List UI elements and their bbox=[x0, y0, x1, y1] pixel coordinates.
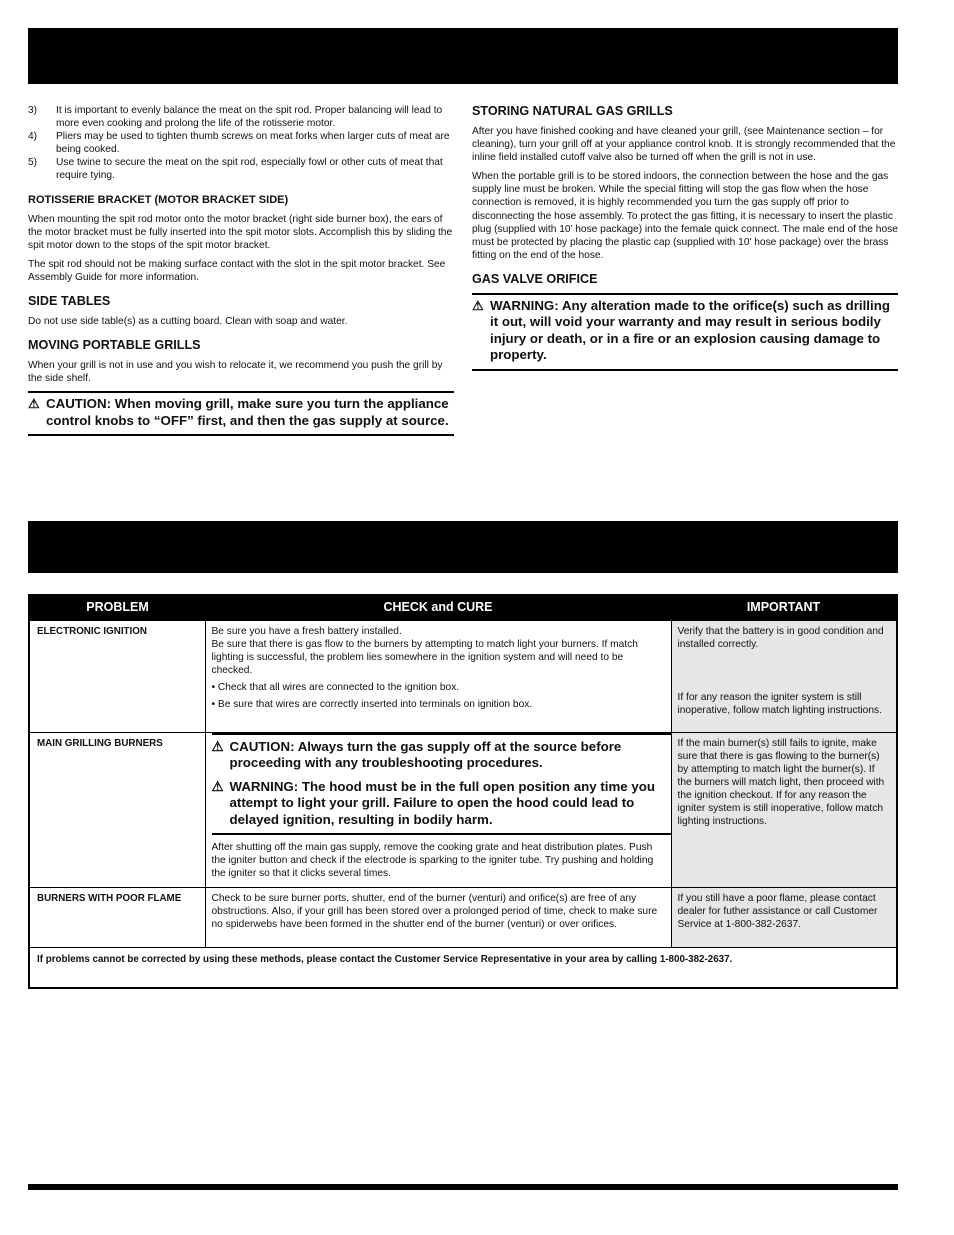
list-number: 3) bbox=[28, 105, 38, 116]
cure-bullet: • Check that all wires are connected to the ignition box. bbox=[211, 681, 460, 693]
problem-cell: ELECTRONIC IGNITION bbox=[29, 620, 205, 732]
problem-cell: MAIN GRILLING BURNERS bbox=[29, 732, 205, 888]
table-row bbox=[29, 732, 897, 888]
rotisserie-steps-list bbox=[28, 104, 454, 183]
important-cell bbox=[671, 620, 897, 732]
warning-item bbox=[212, 779, 671, 829]
moving-caution-callout bbox=[28, 391, 454, 436]
warning-text: WARNING: Any alteration made to the orifice(s) such as drilling it out, will void your warranty and may result in serious bodily injury or death, or in a fire or an explosion causing damage to property. bbox=[490, 297, 890, 363]
burner-safety-callout bbox=[212, 733, 671, 836]
header-check-cure: CHECK and CURE bbox=[205, 595, 671, 620]
troubleshooting-table bbox=[28, 594, 898, 989]
list-item bbox=[28, 130, 454, 156]
list-text: Use twine to secure the meat on the spit rod, especially fowl or other cuts of meat that require tying. bbox=[56, 157, 443, 182]
important-cell: If the main burner(s) still fails to ignite, make sure that there is gas flowing to the burner(s) by attempting to match light the burner(s). If the burners will match light, then proceed with the ignition checkout. If for any reason the igniter system is still inoperative, follow match lighting instructions. bbox=[671, 732, 897, 888]
list-text: It is important to evenly balance the meat on the spit rod. Proper balancing will lead to more even cooking and prolong the life of the rotisserie motor. bbox=[56, 105, 443, 130]
storing-paragraph-2: When the portable grill is to be stored indoors, the connection between the hose and the gas supply line must be broken. While the special fitting will stop the gas flow when the hose connection is removed, it is highly recommended you turn the gas supply off prior to disconnecting the hose assembly. To protect the gas fitting, it is necessary to insert the plastic plug (supplied with 10’ hose package) into the female quick connect. The male end of the hose must be protected by placing the plastic cap (supplied with 10' hose package) over the brass fitting on the end of the hose. bbox=[472, 171, 898, 261]
troubleshooting-header-bar bbox=[28, 521, 898, 573]
list-number: 5) bbox=[28, 157, 38, 169]
caution-item bbox=[212, 739, 671, 772]
cure-text: Be sure you have a fresh battery installed. Be sure that there is gas flow to the burners by attempting to match light your burners. If match lighting is successful, the problem lies somewhere in the ignition system and will need to be checked. bbox=[211, 625, 638, 676]
list-text: Pliers may be used to tighten thumb screws on meat forks when larger cuts of meat are being cooked. bbox=[56, 131, 450, 156]
right-column bbox=[472, 104, 898, 371]
storing-paragraph-1: After you have finished cooking and have cleaned your grill, (see Maintenance section – for cleaning), turn your grill off at your appliance control knob. It is strongly recommended that the inline field installed cutoff valve also be turned off when the grill is not in use. bbox=[472, 126, 896, 164]
table-row bbox=[29, 888, 897, 948]
warning-triangle-icon: ⚠ bbox=[211, 778, 224, 794]
rotisserie-paragraph-1: When mounting the spit rod motor onto the motor bracket (right side burner box), the ears of the motor bracket must be fully inserted into the spit motor slots. Accomplish this by sliding the spit motor down to the stops of the spit motor bracket. bbox=[28, 213, 453, 251]
cure-cell bbox=[205, 732, 671, 888]
rotisserie-paragraph-2: The spit rod should not be making surface contact with the slot in the spit motor bracket. See Assembly Guide for more information. bbox=[28, 258, 446, 283]
moving-grills-paragraph: When your grill is not in use and you wish to relocate it, we recommend you push the grill by the side shelf. bbox=[28, 360, 443, 385]
cure-cell: Check to be sure burner ports, shutter, end of the burner (venturi) and orifice(s) are free of any obstructions. Also, if your grill has been stored over a prolonged period of time, check to make sure no spiderwebs have been formed in the shutter end of the burner (venturi) or over orifices. bbox=[205, 888, 671, 948]
caution-text: CAUTION: Always turn the gas supply off at the source before proceeding with any troubleshooting procedures. bbox=[229, 738, 622, 770]
list-item bbox=[28, 156, 454, 182]
warning-triangle-icon: ⚠ bbox=[472, 297, 484, 313]
header-problem: PROBLEM bbox=[29, 595, 205, 620]
important-cell: If you still have a poor flame, please contact dealer for futher assistance or call Customer Service at 1-800-382-2637. bbox=[671, 888, 897, 948]
table-footer-row bbox=[29, 948, 897, 988]
important-text: Verify that the battery is in good condition and installed correctly. bbox=[677, 625, 884, 650]
problem-cell: BURNERS WITH POOR FLAME bbox=[29, 888, 205, 948]
side-tables-heading: SIDE TABLES bbox=[28, 294, 111, 309]
table-row bbox=[29, 620, 897, 732]
storing-heading: STORING NATURAL GAS GRILLS bbox=[472, 104, 673, 118]
warning-triangle-icon: ⚠ bbox=[211, 738, 224, 754]
warning-text: WARNING: The hood must be in the full open position any time you attempt to light your grill. Failure to open the hood could lead to delayed ignition, resulting in bodily harm. bbox=[229, 778, 655, 827]
list-item bbox=[28, 104, 454, 130]
warning-triangle-icon: ⚠ bbox=[28, 396, 40, 412]
cure-text: After shutting off the main gas supply, remove the cooking grate and heat distribution plates. Push the igniter button and check if the electrode is sparking to the igniter tube. Try pushing and holding the igniter so that it clicks several times. bbox=[211, 842, 654, 879]
header-important: IMPORTANT bbox=[671, 595, 897, 620]
footer-note: If problems cannot be corrected by using these methods, please contact the Customer Service Representative in your area by calling 1-800-382-2637. bbox=[29, 948, 897, 988]
rotisserie-bracket-heading: ROTISSERIE BRACKET (MOTOR BRACKET SIDE) bbox=[28, 193, 289, 206]
important-text: If for any reason the igniter system is still inoperative, follow match lighting instructions. bbox=[677, 691, 882, 716]
caution-text: CAUTION: When moving grill, make sure you turn the appliance control knobs to “OFF” first, and then the gas supply at source. bbox=[46, 396, 449, 428]
gas-valve-orifice-heading: GAS VALVE ORIFICE bbox=[472, 271, 598, 286]
bottom-rule bbox=[28, 1184, 898, 1190]
table-header-row bbox=[29, 595, 897, 620]
left-column bbox=[28, 104, 454, 436]
top-header-bar bbox=[28, 28, 898, 84]
cure-bullet: • Be sure that wires are correctly inserted into terminals on ignition box. bbox=[211, 698, 533, 710]
orifice-warning-callout bbox=[472, 293, 898, 371]
list-number: 4) bbox=[28, 131, 38, 143]
moving-grills-heading: MOVING PORTABLE GRILLS bbox=[28, 338, 201, 353]
side-tables-paragraph: Do not use side table(s) as a cutting board. Clean with soap and water. bbox=[28, 316, 348, 328]
cure-cell bbox=[205, 620, 671, 732]
